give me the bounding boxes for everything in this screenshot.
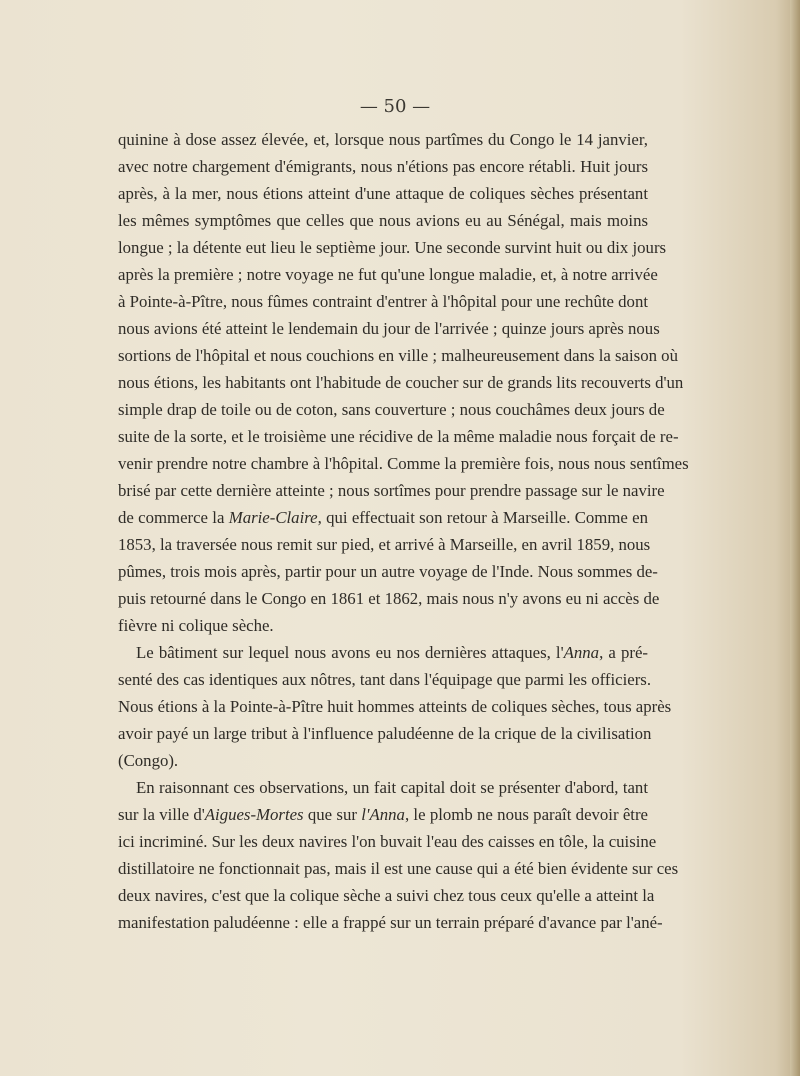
text-line: [118, 396, 665, 423]
line-text: suite de la sorte, et le troisième une récidive de la même maladie nous forçait de re-: [118, 427, 679, 446]
text-line: [118, 369, 684, 396]
line-text: puis retourné dans le Congo en 1861 et 1862, mais nous n'y avons eu ni accès de: [118, 589, 660, 608]
line-text: , le plomb ne nous paraît devoir être: [404, 805, 649, 824]
line-text: à Pointe-à-Pître, nous fûmes contraint d'entrer à l'hôpital pour une rechûte dont: [118, 292, 648, 311]
line-text: pûmes, trois mois après, partir pour un autre voyage de l'Inde. Nous sommes de-: [118, 562, 658, 581]
text-line: [118, 207, 648, 234]
line-text: Nous étions à la Pointe-à-Pître huit hommes atteints de coliques sèches, tous après: [118, 697, 672, 716]
text-line: [118, 288, 648, 315]
line-text: que sur: [303, 805, 362, 824]
text-line: [118, 261, 658, 288]
text-line: [118, 720, 652, 747]
line-text: brisé par cette dernière atteinte ; nous sortîmes pour prendre passage sur le navire: [118, 481, 665, 500]
text-line: [118, 909, 663, 936]
line-text: Le bâtiment sur lequel nous avons eu nos dernières attaques, l': [136, 643, 564, 662]
text-line: [118, 855, 679, 882]
line-text: fièvre ni colique sèche.: [118, 616, 274, 635]
text-line: [118, 315, 660, 342]
page-edge-shadow: [790, 0, 800, 1076]
line-text: avec notre chargement d'émigrants, nous n'étions pas encore rétabli. Huit jours: [118, 157, 648, 176]
line-text: avoir payé un large tribut à l'influence paludéenne de la crique de la civilisation: [118, 724, 652, 743]
text-line: [118, 180, 648, 207]
text-line: [118, 612, 648, 639]
italic-name: Aigues-Mortes: [204, 805, 304, 824]
text-line: [118, 558, 658, 585]
line-text: senté des cas identiques aux nôtres, tant dans l'équipage que parmi les officiers.: [118, 670, 652, 689]
text-line: [118, 693, 672, 720]
line-text: venir prendre notre chambre à l'hôpital. Comme la première fois, nous nous sentîmes: [118, 454, 689, 473]
line-text: les mêmes symptômes que celles que nous avions eu au Sénégal, mais moins: [118, 211, 648, 230]
line-text: après, à la mer, nous étions atteint d'une attaque de coliques sèches présentant: [118, 184, 648, 203]
line-text: 1853, la traversée nous remit sur pied, et arrivé à Marseille, en avril 1859, nous: [118, 535, 651, 554]
line-text: de commerce la: [118, 508, 229, 527]
text-line: [118, 747, 648, 774]
line-text: nous avions été atteint le lendemain du jour de l'arrivée ; quinze jours après nous: [118, 319, 660, 338]
text-line: [118, 477, 665, 504]
text-line: [118, 504, 648, 531]
italic-name: l'Anna: [361, 805, 405, 824]
text-line: [118, 126, 648, 153]
line-text: ici incriminé. Sur les deux navires l'on buvait l'eau des caisses en tôle, la cuisine: [118, 832, 657, 851]
text-line: [118, 882, 655, 909]
text-line: [118, 342, 678, 369]
text-line: [118, 531, 651, 558]
text-line: [118, 153, 648, 180]
text-line: [118, 639, 648, 666]
italic-name: Marie-Claire: [228, 508, 318, 527]
text-line: [118, 801, 648, 828]
line-text: manifestation paludéenne : elle a frappé sur un terrain préparé d'avance par l'ané-: [118, 913, 663, 932]
line-text: , qui effectuait son retour à Marseille. Comme en: [317, 508, 648, 527]
text-line: [118, 585, 660, 612]
line-text: simple drap de toile ou de coton, sans couverture ; nous couchâmes deux jours de: [118, 400, 665, 419]
line-text: , a pré-: [599, 643, 648, 662]
text-line: [118, 774, 648, 801]
text-line: [118, 828, 657, 855]
page-number: — 50 —: [359, 96, 431, 117]
italic-name: Anna: [563, 643, 600, 662]
text-line: [118, 423, 679, 450]
line-text: longue ; la détente eut lieu le septième jour. Une seconde survint huit ou dix jours: [118, 238, 667, 257]
line-text: deux navires, c'est que la colique sèche a suivi chez tous ceux qu'elle a atteint la: [118, 886, 655, 905]
line-text: En raisonnant ces observations, un fait capital doit se présenter d'abord, tant: [136, 778, 648, 797]
line-text: distillatoire ne fonctionnait pas, mais il est une cause qui a été bien évidente sur ces: [118, 859, 679, 878]
text-line: [118, 666, 652, 693]
line-text: nous étions, les habitants ont l'habitude de coucher sur de grands lits recouverts d'un: [118, 373, 684, 392]
line-text: quinine à dose assez élevée, et, lorsque nous partîmes du Congo le 14 janvier,: [118, 130, 648, 149]
line-text: après la première ; notre voyage ne fut qu'une longue maladie, et, à notre arrivée: [118, 265, 658, 284]
text-line: [118, 450, 689, 477]
line-text: (Congo).: [118, 751, 179, 770]
body-text: [118, 126, 689, 936]
text-line: [118, 234, 667, 261]
line-text: sur la ville d': [118, 805, 205, 824]
line-text: sortions de l'hôpital et nous couchions en ville ; malheureusement dans la saison où: [118, 346, 678, 365]
